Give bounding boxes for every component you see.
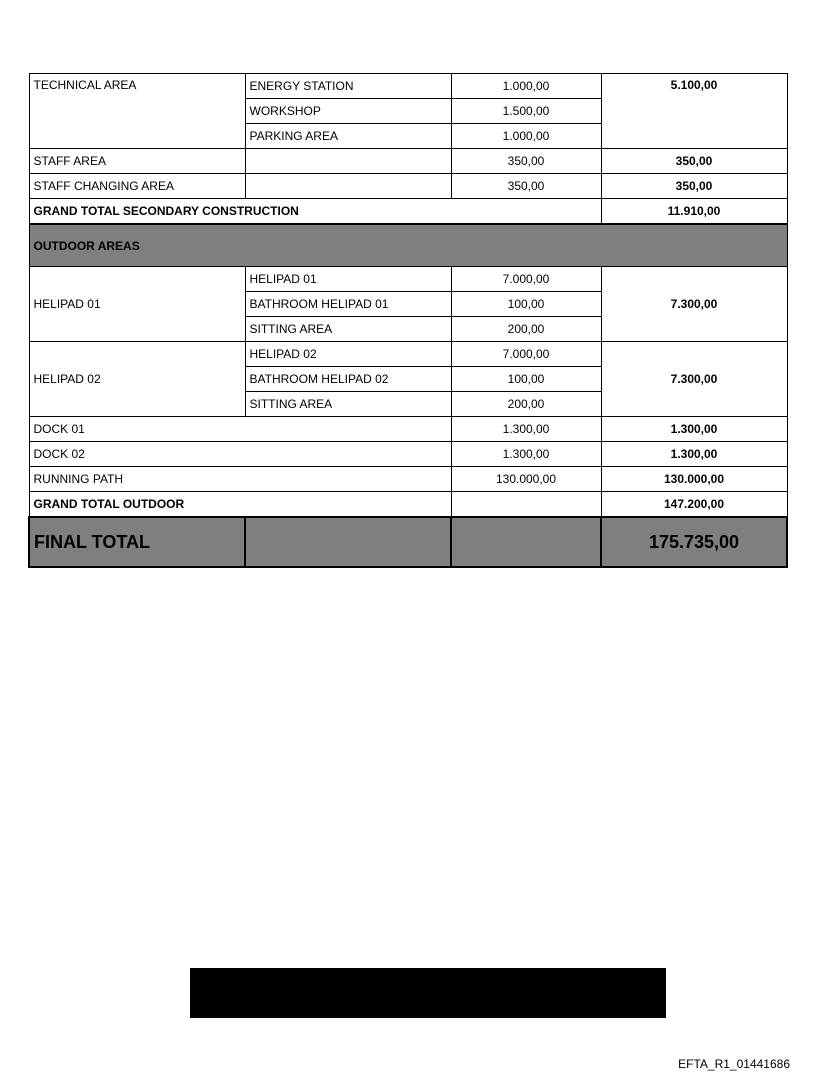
- helipad-02-label: HELIPAD 02: [29, 342, 245, 417]
- redaction-bar: [190, 968, 666, 1018]
- table-row: [29, 224, 787, 267]
- item-name: ENERGY STATION: [245, 74, 451, 99]
- item-value: 100,00: [451, 292, 601, 317]
- empty-cell: [245, 149, 451, 174]
- area-table: [28, 73, 788, 568]
- row-total: 1.300,00: [601, 417, 787, 442]
- grand-total-outdoor-value: 147.200,00: [601, 492, 787, 518]
- helipad-02-total: 7.300,00: [601, 342, 787, 417]
- item-name: SITTING AREA: [245, 392, 451, 417]
- running-path-label: RUNNING PATH: [29, 467, 451, 492]
- staff-changing-label: STAFF CHANGING AREA: [29, 174, 245, 199]
- item-name: SITTING AREA: [245, 317, 451, 342]
- helipad-01-total: 7.300,00: [601, 267, 787, 342]
- empty-cell: [245, 517, 451, 567]
- item-value: 350,00: [451, 174, 601, 199]
- item-name: BATHROOM HELIPAD 02: [245, 367, 451, 392]
- empty-cell: [451, 517, 601, 567]
- item-value: 350,00: [451, 149, 601, 174]
- item-value: 1.300,00: [451, 417, 601, 442]
- helipad-01-label: HELIPAD 01: [29, 267, 245, 342]
- table-row: [29, 467, 787, 492]
- table-row: [29, 517, 787, 567]
- item-value: 200,00: [451, 317, 601, 342]
- outdoor-areas-header: OUTDOOR AREAS: [29, 224, 787, 267]
- item-value: 1.500,00: [451, 99, 601, 124]
- item-value: 100,00: [451, 367, 601, 392]
- document-id: EFTA_R1_01441686: [678, 1057, 790, 1071]
- table-row: [29, 267, 787, 292]
- technical-area-label: TECHNICAL AREA: [29, 74, 245, 149]
- dock-02-label: DOCK 02: [29, 442, 451, 467]
- final-total-label: FINAL TOTAL: [29, 517, 245, 567]
- table-row: [29, 199, 787, 225]
- grand-total-secondary-label: GRAND TOTAL SECONDARY CONSTRUCTION: [29, 199, 601, 225]
- table-row: [29, 442, 787, 467]
- item-name: PARKING AREA: [245, 124, 451, 149]
- table-row: [29, 342, 787, 367]
- item-value: 1.300,00: [451, 442, 601, 467]
- table-row: [29, 417, 787, 442]
- dock-01-label: DOCK 01: [29, 417, 451, 442]
- final-total-value: 175.735,00: [601, 517, 787, 567]
- item-value: 7.000,00: [451, 267, 601, 292]
- staff-area-label: STAFF AREA: [29, 149, 245, 174]
- table-row: [29, 174, 787, 199]
- row-total: 350,00: [601, 174, 787, 199]
- grand-total-outdoor-label: GRAND TOTAL OUTDOOR: [29, 492, 451, 518]
- table-row: [29, 492, 787, 518]
- empty-cell: [451, 492, 601, 518]
- row-total: 350,00: [601, 149, 787, 174]
- empty-cell: [245, 174, 451, 199]
- technical-area-total: 5.100,00: [601, 74, 787, 149]
- item-value: 7.000,00: [451, 342, 601, 367]
- item-value: 1.000,00: [451, 74, 601, 99]
- item-name: HELIPAD 01: [245, 267, 451, 292]
- item-value: 1.000,00: [451, 124, 601, 149]
- row-total: 130.000,00: [601, 467, 787, 492]
- item-value: 200,00: [451, 392, 601, 417]
- grand-total-secondary-value: 11.910,00: [601, 199, 787, 225]
- item-value: 130.000,00: [451, 467, 601, 492]
- item-name: BATHROOM HELIPAD 01: [245, 292, 451, 317]
- row-total: 1.300,00: [601, 442, 787, 467]
- table-row: [29, 74, 787, 99]
- table-row: [29, 149, 787, 174]
- item-name: HELIPAD 02: [245, 342, 451, 367]
- item-name: WORKSHOP: [245, 99, 451, 124]
